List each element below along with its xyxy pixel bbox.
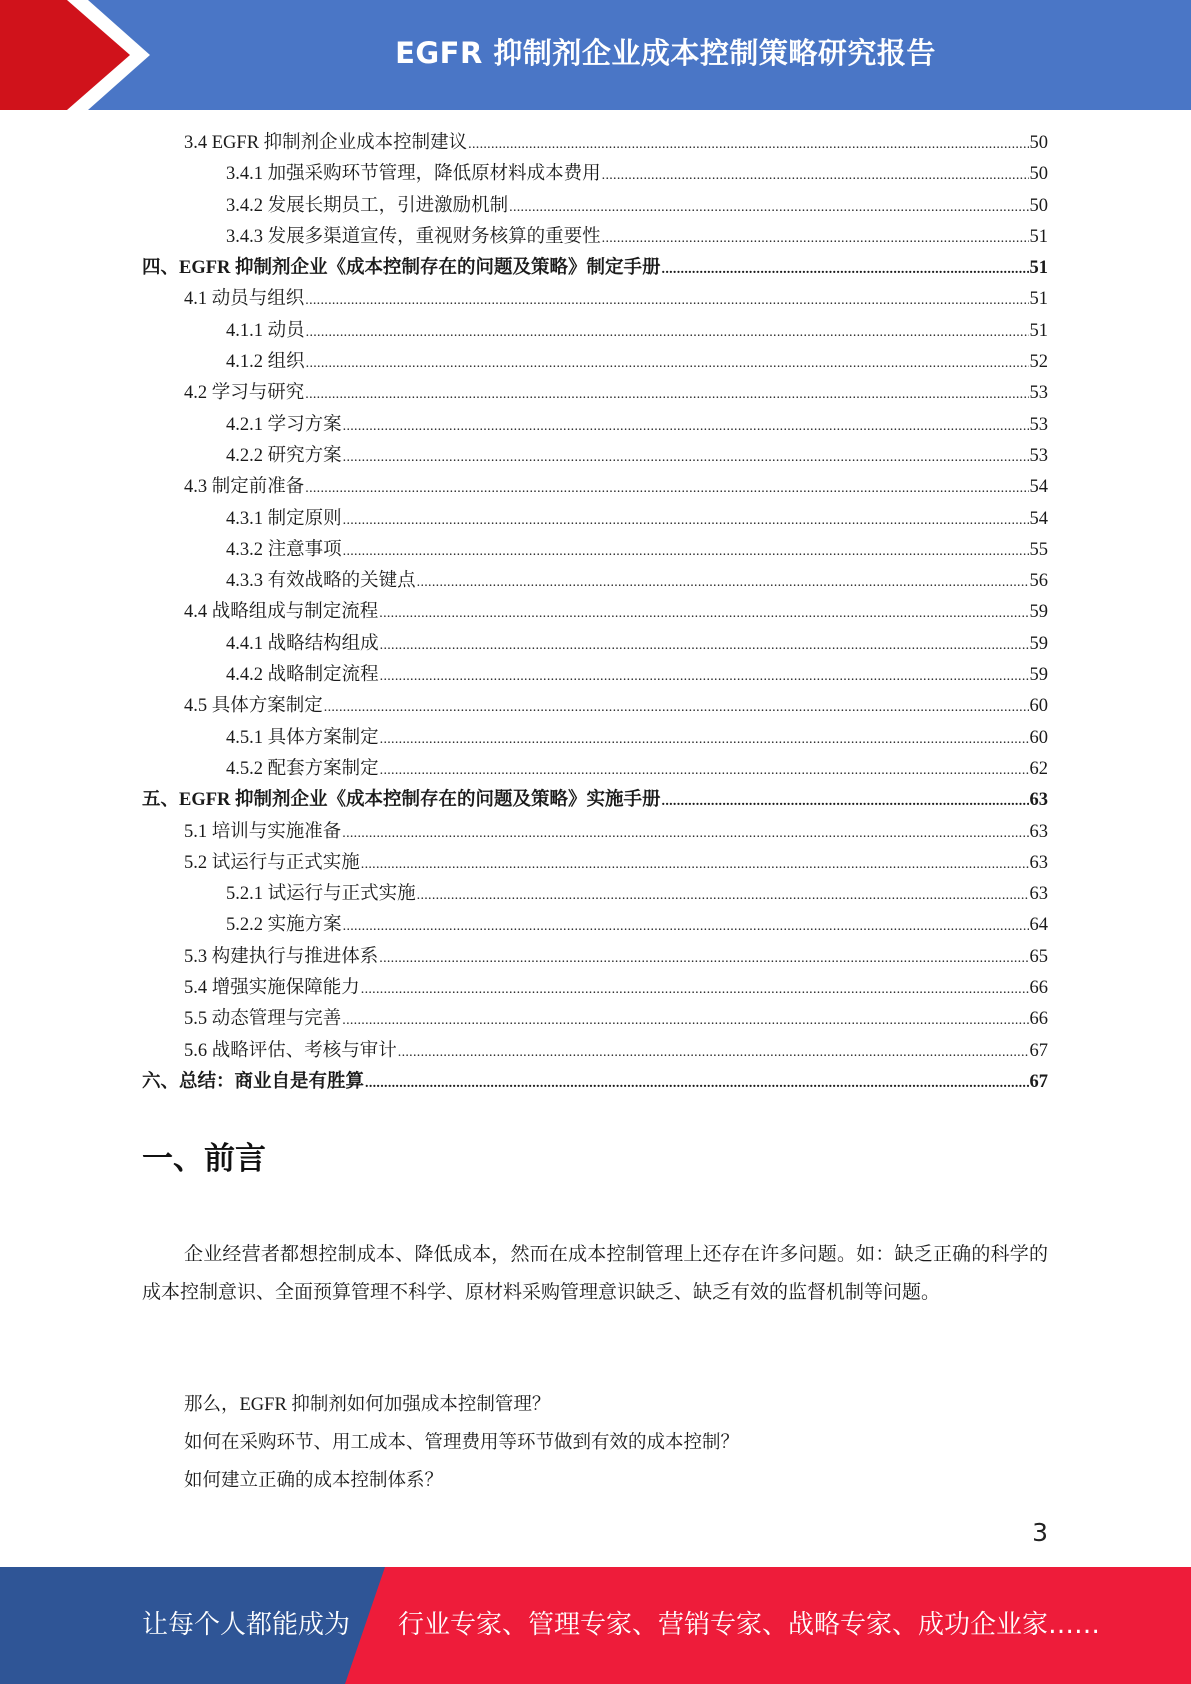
toc-entry-label: 4.4 战略组成与制定流程 [184,602,379,623]
toc-entry[interactable] [142,222,1048,253]
toc-entry-label: 四、EGFR 抑制剂企业《成本控制存在的问题及策略》制定手册 [142,258,661,279]
table-of-contents [142,128,1048,1098]
toc-entry-page: 51 [1029,226,1048,247]
toc-entry[interactable] [142,253,1048,284]
toc-entry-label: 4.2.1 学习方案 [226,414,342,435]
toc-entry[interactable] [142,504,1048,535]
toc-leader-dots [365,1077,1028,1091]
toc-entry[interactable] [142,378,1048,409]
toc-entry[interactable] [142,942,1048,973]
toc-entry-page: 50 [1029,195,1048,216]
toc-entry[interactable] [142,691,1048,722]
toc-entry-label: 4.2.2 研究方案 [226,445,342,466]
toc-entry[interactable] [142,597,1048,628]
toc-entry-page: 59 [1029,633,1048,654]
toc-leader-dots [380,670,1029,684]
toc-entry-page: 50 [1029,133,1048,153]
toc-entry[interactable] [142,316,1048,347]
toc-entry-page: 54 [1029,477,1048,498]
toc-leader-dots [343,420,1029,434]
toc-entry-label: 4.1.2 组织 [226,352,305,373]
toc-entry-label: 五、EGFR 抑制剂企业《成本控制存在的问题及策略》实施手册 [142,790,661,811]
toc-entry-label: 3.4.1 加强采购环节管理，降低原材料成本费用 [226,164,601,185]
toc-leader-dots [343,451,1029,465]
toc-entry-label: 4.3.3 有效战略的关键点 [226,571,416,592]
toc-entry-page: 53 [1029,445,1048,466]
toc-entry[interactable] [142,1004,1048,1035]
toc-entry-label: 4.4.2 战略制定流程 [226,665,379,686]
toc-entry-label: 3.4.2 发展长期员工，引进激励机制 [226,195,509,216]
toc-entry-label: 4.3.2 注意事项 [226,539,342,560]
question-item: 那么，EGFR 抑制剂如何加强成本控制管理？ [184,1395,551,1415]
toc-entry[interactable] [142,191,1048,222]
toc-entry-page: 51 [1029,258,1048,279]
toc-entry-label: 4.5.1 具体方案制定 [226,727,379,748]
toc-entry-page: 64 [1029,915,1048,936]
toc-entry-label: 4.5 具体方案制定 [184,696,323,717]
toc-leader-dots [361,858,1029,872]
toc-leader-dots [662,263,1029,277]
toc-entry-label: 4.4.1 战略结构组成 [226,633,379,654]
header-title: EGFR 抑制剂企业成本控制策略研究报告 [395,35,936,70]
toc-leader-dots [398,1046,1029,1060]
toc-entry[interactable] [142,441,1048,472]
toc-entry-page: 52 [1029,352,1048,373]
toc-entry[interactable] [142,785,1048,816]
toc-leader-dots [509,201,1028,215]
toc-entry-label: 4.2 学习与研究 [184,383,305,404]
toc-entry[interactable] [142,723,1048,754]
toc-entry-label: 3.4.3 发展多渠道宣传，重视财务核算的重要性 [226,226,601,247]
toc-leader-dots [662,795,1029,809]
toc-entry-page: 50 [1029,164,1048,185]
toc-entry-page: 67 [1029,1071,1048,1092]
toc-entry-page: 60 [1029,696,1048,717]
toc-entry-label: 5.6 战略评估、考核与审计 [184,1040,397,1061]
toc-entry[interactable] [142,128,1048,159]
toc-entry[interactable] [142,410,1048,441]
toc-entry-page: 63 [1029,790,1048,811]
question-item: 如何建立正确的成本控制体系？ [184,1471,444,1491]
header-arrow-decoration [0,0,160,110]
toc-leader-dots [379,952,1028,966]
toc-leader-dots [417,576,1029,590]
page-header [0,0,1191,110]
toc-entry-page: 67 [1029,1040,1048,1061]
footer-slogan-right: 行业专家、管理专家、营销专家、战略专家、成功企业家…… [398,1610,1101,1640]
toc-entry[interactable] [142,472,1048,503]
toc-leader-dots [305,482,1028,496]
footer-slogan-left: 让每个人都能成为 [142,1610,351,1640]
toc-leader-dots [306,326,1029,340]
toc-entry-label: 4.1 动员与组织 [184,289,305,310]
toc-entry-page: 66 [1029,978,1048,999]
toc-entry[interactable] [142,566,1048,597]
toc-leader-dots [343,920,1029,934]
toc-leader-dots [468,138,1028,152]
toc-leader-dots [379,607,1028,621]
toc-entry-page: 53 [1029,414,1048,435]
toc-leader-dots [417,889,1029,903]
toc-entry-page: 51 [1029,320,1048,341]
toc-entry-label: 5.3 构建执行与推进体系 [184,946,379,967]
toc-entry-label: 5.5 动态管理与完善 [184,1009,342,1030]
toc-entry[interactable] [142,347,1048,378]
page-number: 3 [1032,1518,1048,1547]
toc-leader-dots [342,1014,1028,1028]
toc-entry[interactable] [142,660,1048,691]
toc-leader-dots [306,357,1029,371]
toc-entry-page: 56 [1029,571,1048,592]
toc-entry-label: 5.2.2 实施方案 [226,915,342,936]
toc-entry-page: 63 [1029,821,1048,842]
toc-entry[interactable] [142,817,1048,848]
toc-entry-page: 63 [1029,852,1048,873]
toc-leader-dots [602,232,1029,246]
toc-entry[interactable] [142,848,1048,879]
toc-entry-page: 51 [1029,289,1048,310]
toc-entry-page: 53 [1029,383,1048,404]
toc-entry-page: 59 [1029,665,1048,686]
toc-entry[interactable] [142,879,1048,910]
toc-entry-label: 3.4 EGFR 抑制剂企业成本控制建议 [184,133,468,153]
toc-entry-page: 59 [1029,602,1048,623]
intro-paragraph: 企业经营者都想控制成本、降低成本，然而在成本控制管理上还存在许多问题。如：缺乏正确的科学的成本控制意识、全面预算管理不科学、原材料采购管理意识缺乏、缺乏有效的监督机制等问题。 [142,1244,1048,1303]
toc-entry-page: 55 [1029,539,1048,560]
toc-leader-dots [343,545,1029,559]
toc-entry[interactable] [142,1036,1048,1067]
toc-entry-page: 63 [1029,884,1048,905]
toc-leader-dots [380,639,1029,653]
toc-leader-dots [343,514,1029,528]
toc-entry-label: 4.3 制定前准备 [184,477,305,498]
toc-leader-dots [305,388,1028,402]
toc-entry-page: 65 [1029,946,1048,967]
toc-leader-dots [305,294,1028,308]
toc-leader-dots [361,983,1029,997]
toc-leader-dots [342,827,1028,841]
toc-leader-dots [324,701,1029,715]
toc-entry[interactable] [142,535,1048,566]
question-item: 如何在采购环节、用工成本、管理费用等环节做到有效的成本控制？ [184,1433,740,1453]
toc-entry-page: 62 [1029,758,1048,779]
toc-entry-label: 4.5.2 配套方案制定 [226,758,379,779]
toc-entry-page: 54 [1029,508,1048,529]
toc-entry-label: 六、总结：商业自是有胜算 [142,1071,365,1092]
toc-leader-dots [380,733,1029,747]
toc-entry[interactable] [142,629,1048,660]
toc-entry[interactable] [142,284,1048,315]
toc-entry[interactable] [142,1067,1048,1098]
toc-entry-label: 5.2 试运行与正式实施 [184,852,360,873]
toc-entry[interactable] [142,973,1048,1004]
toc-entry-label: 5.2.1 试运行与正式实施 [226,884,416,905]
toc-entry-label: 5.4 增强实施保障能力 [184,978,360,999]
toc-entry-label: 5.1 培训与实施准备 [184,821,342,842]
header-arrow-red [0,0,130,110]
toc-entry-label: 4.1.1 动员 [226,320,305,341]
section-heading: 一、前言 [142,1141,266,1177]
question-list [184,1386,1044,1500]
toc-entry-page: 60 [1029,727,1048,748]
toc-entry-label: 4.3.1 制定原则 [226,508,342,529]
toc-entry[interactable] [142,159,1048,190]
toc-entry[interactable] [142,754,1048,785]
toc-entry-page: 66 [1029,1009,1048,1030]
page-footer [0,1567,1191,1684]
toc-leader-dots [602,169,1029,183]
toc-entry[interactable] [142,910,1048,941]
toc-leader-dots [380,764,1029,778]
